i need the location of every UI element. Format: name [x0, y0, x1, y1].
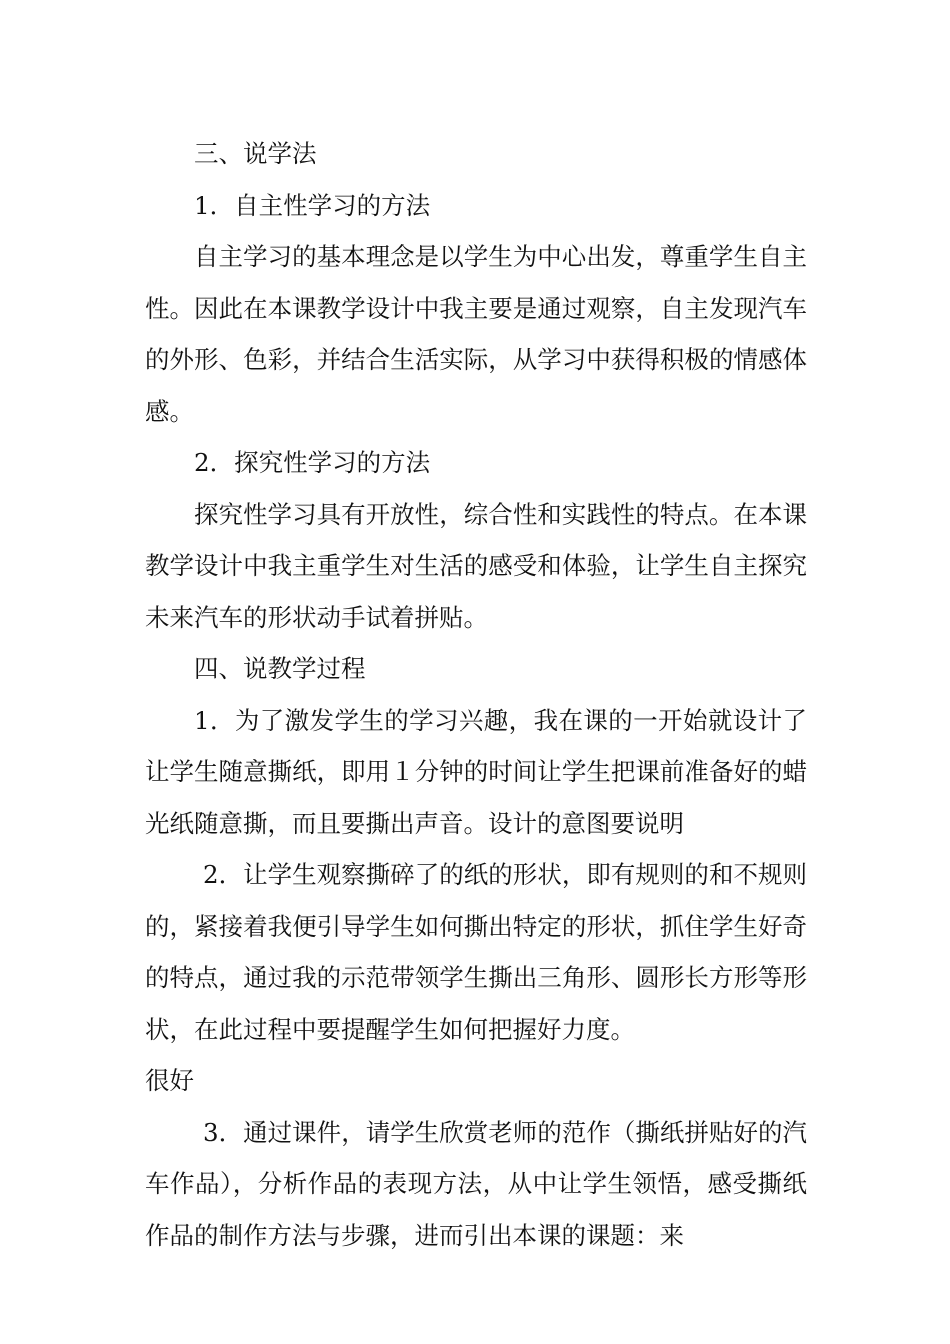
- subheading-autonomous-learning: 1．自主性学习的方法: [194, 190, 431, 220]
- section-heading-teaching-process: 四、说教学过程: [194, 654, 366, 683]
- subheading-inquiry-learning: 2．探究性学习的方法: [194, 448, 431, 477]
- paragraph-process-step-1: 1．为了激发学生的学习兴趣，我在课的一开始就设计了让学生随意撕纸，即用１分钟的时间让学生把课前准备好的蜡光纸随意撕，而且要撕出声音。设计的意图要说明: [145, 705, 807, 838]
- paragraph-process-step-3: 3．通过课件，请学生欣赏老师的范作（撕纸拼贴好的汽车作品），分析作品的表现方法，从中让学生领悟，感受撕纸作品的制作方法与步骤，进而引出本课的课题：来: [145, 1117, 807, 1250]
- document-body: [145, 128, 807, 1261]
- section-heading-study-methods: 三、说学法: [194, 139, 317, 168]
- paragraph-inquiry-learning: 探究性学习具有开放性，综合性和实践性的特点。在本课教学设计中我主重学生对生活的感受和体验，让学生自主探究未来汽车的形状动手试着拼贴。: [145, 499, 807, 632]
- annotation-text: 很好: [145, 1066, 194, 1095]
- paragraph-autonomous-learning: 自主学习的基本理念是以学生为中心出发，尊重学生自主性。因此在本课教学设计中我主要是通过观察，自主发现汽车的外形、色彩，并结合生活实际，从学习中获得积极的情感体感。: [145, 242, 807, 426]
- paragraph-process-step-2: 2．让学生观察撕碎了的纸的形状，即有规则的和不规则的，紧接着我便引导学生如何撕出特定的形状，抓住学生好奇的特点，通过我的示范带领学生撕出三角形、圆形长方形等形状，在此过程中要提醒学生如何把握好力度。: [145, 860, 807, 1044]
